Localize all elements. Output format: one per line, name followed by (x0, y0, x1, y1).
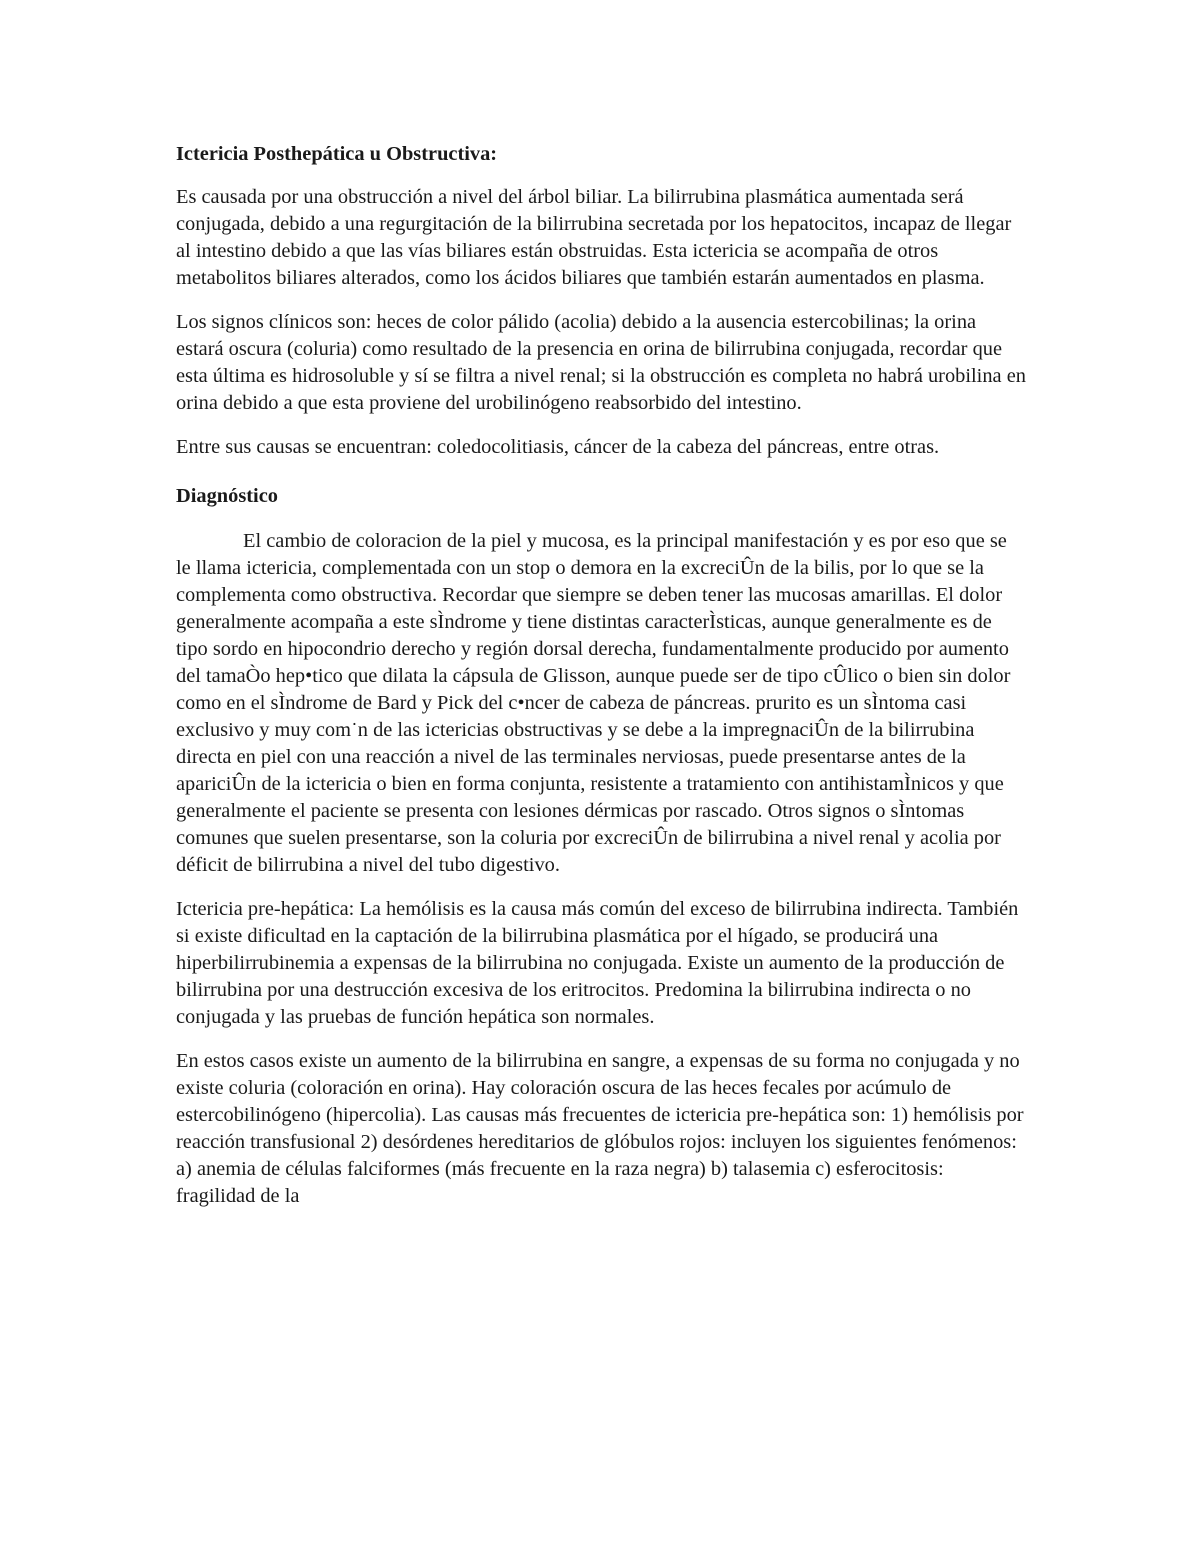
paragraph-clinical-signs: Los signos clínicos son: heces de color pálido (acolia) debido a la ausencia estercobilinas; la orina estará oscura (coluria) como resultado de la presencia en orina de bilirrubina conjugada, recordar que esta última es hidrosoluble y sí se filtra a nivel renal; si la obstrucción es completa no habrá urobilina en orina debido a que esta proviene del urobilinógeno reabsorbido del intestino. (176, 311, 1026, 414)
paragraph-prehepatic-details: En estos casos existe un aumento de la bilirrubina en sangre, a expensas de su forma no conjugada y no existe coluria (coloración en orina). Hay coloración oscura de las heces fecales por acúmulo de estercobilinógeno (hipercolia). Las causas más frecuentes de ictericia pre-hepática son: 1) hemólisis por reacción transfusional 2) desórdenes hereditarios de glóbulos rojos: incluyen los siguientes fenómenos: a) anemia de células falciformes (más frecuente en la raza negra) b) talasemia c) esferocitosis: fragilidad de la (176, 1050, 1024, 1207)
section-heading-posthepatic: Ictericia Posthepática u Obstructiva: (176, 143, 498, 165)
section-heading-diagnosis: Diagnóstico (176, 485, 278, 507)
paragraph-prehepatic: Ictericia pre-hepática: La hemólisis es la causa más común del exceso de bilirrubina indirecta. También si existe dificultad en la captación de la bilirrubina plasmática por el hígado, se producirá una hiperbilirrubinemia a expensas de la bilirrubina no conjugada. Existe un aumento de la producción de bilirrubina por una destrucción excesiva de los eritrocitos. Predomina la bilirrubina indirecta o no conjugada y las pruebas de función hepática son normales. (176, 898, 1019, 1028)
document-body (176, 141, 1026, 1227)
paragraph-definition: Es causada por una obstrucción a nivel del árbol biliar. La bilirrubina plasmática aumentada será conjugada, debido a una regurgitación de la bilirrubina secretada por los hepatocitos, incapaz de llegar al intestino debido a que las vías biliares están obstruidas. Esta ictericia se acompaña de otros metabolitos biliares alterados, como los ácidos biliares que también estarán aumentados en plasma. (176, 186, 1012, 289)
paragraph-causes: Entre sus causas se encuentran: coledocolitiasis, cáncer de la cabeza del páncreas, entre otras. (176, 436, 940, 458)
paragraph-diagnosis: El cambio de coloracion de la piel y mucosa, es la principal manifestación y es por eso que se le llama ictericia, complementada con un stop o demora en la excreciÛn de la bilis, por lo que se la complementa como obstructiva. Recordar que siempre se deben tener las mucosas amarillas. El dolor generalmente acompaña a este sÌndrome y tiene distintas caracterÌsticas, aunque generalmente es de tipo sordo en hipocondrio derecho y región dorsal derecha, fundamentalmente producido por aumento del tamaÒo hep•tico que dilata la cápsula de Glisson, aunque puede ser de tipo cÛlico o bien sin dolor como en el sÌndrome de Bard y Pick del c•ncer de cabeza de páncreas. prurito es un sÌntoma casi exclusivo y muy com˙n de las ictericias obstructivas y se debe a la impregnaciÛn de la bilirrubina directa en piel con una reacción a nivel de las terminales nerviosas, puede presentarse antes de la apariciÛn de la ictericia o bien en forma conjunta, resistente a tratamiento con antihistamÌnicos y que generalmente el paciente se presenta con lesiones dérmicas por rascado. Otros signos o sÌntomas comunes que suelen presentarse, son la coluria por excreciÛn de bilirrubina a nivel renal y acolia por déficit de bilirrubina a nivel del tubo digestivo. (176, 530, 1011, 876)
